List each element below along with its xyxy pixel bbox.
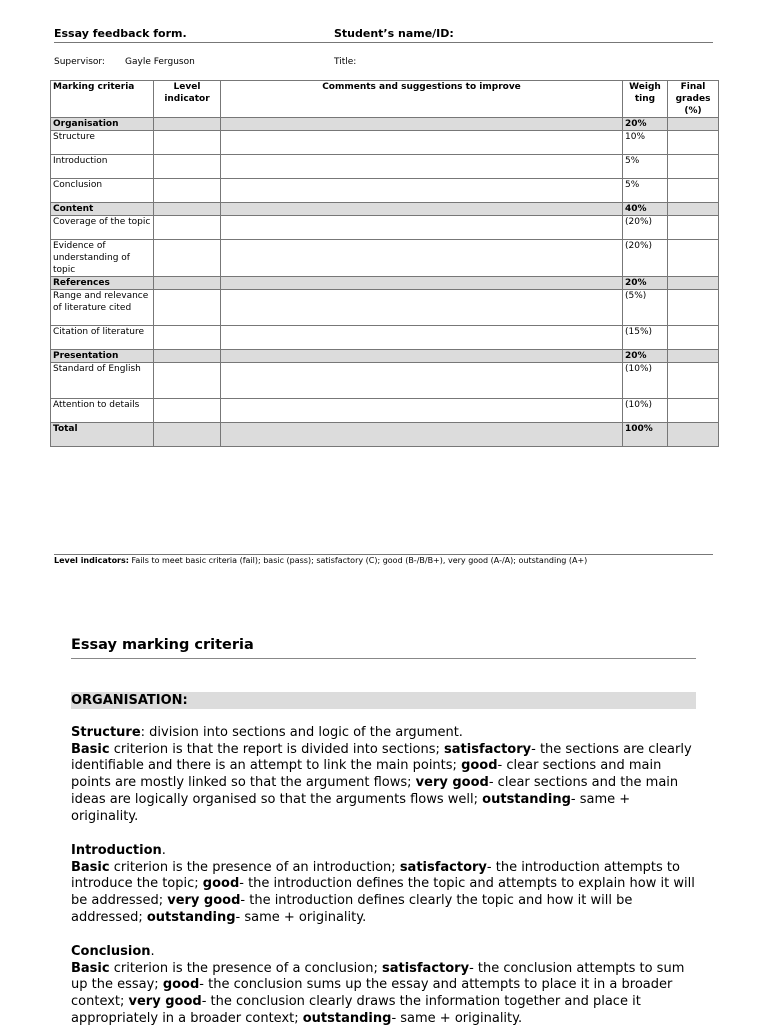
- criteria-cell: Organisation: [51, 118, 154, 131]
- criteria-cell: Content: [51, 203, 154, 216]
- comment-cell[interactable]: [221, 350, 623, 363]
- final-grade-cell[interactable]: [668, 277, 719, 290]
- final-grade-cell[interactable]: [668, 203, 719, 216]
- section-row: [51, 118, 719, 131]
- section-row: [51, 350, 719, 363]
- weighting-cell: (20%): [623, 240, 668, 277]
- comment-cell[interactable]: [221, 399, 623, 423]
- introduction-criterion: Introduction. Basic criterion is the presence of an introduction; satisfactory- the introduction attempts to introduce the topic; good- the introduction defines the topic and attempts to explain how it will be addressed; very good- the introduction defines clearly the topic and how it will be addressed; outstanding- same + originality.: [71, 843, 695, 925]
- final-grade-cell[interactable]: [668, 131, 719, 155]
- table-header-row: [51, 81, 719, 118]
- section-row: [51, 277, 719, 290]
- weighting-cell: 5%: [623, 179, 668, 203]
- level-indicators: [54, 554, 713, 565]
- final-grade-cell[interactable]: [668, 240, 719, 277]
- weighting-cell: (5%): [623, 290, 668, 326]
- criteria-row: [51, 155, 719, 179]
- criteria-header: Marking criteria: [51, 81, 154, 118]
- level-cell[interactable]: [154, 216, 221, 240]
- level-indicators-text: Fails to meet basic criteria (fail); basic (pass); satisfactory (C); good (B-/B/B+), very good (A-/A); outstanding (A+): [131, 556, 588, 565]
- weighting-cell: 40%: [623, 203, 668, 216]
- final-grade-cell[interactable]: [668, 350, 719, 363]
- total-row: [51, 423, 719, 447]
- criteria-row: [51, 326, 719, 350]
- structure-criterion: Structure: division into sections and logic of the argument. Basic criterion is that the report is divided into sections; satisfactory- the sections are clearly identifiable and there is an attempt to link the main points; good- clear sections and main points are mostly linked so that the argument flows; very good- clear sections and the main ideas are logically organised so that the arguments flows well; outstanding- same + originality.: [71, 725, 692, 824]
- comment-cell[interactable]: [221, 131, 623, 155]
- level-cell[interactable]: [154, 131, 221, 155]
- comment-cell[interactable]: [221, 277, 623, 290]
- comment-cell[interactable]: [221, 423, 623, 447]
- comment-cell[interactable]: [221, 363, 623, 399]
- criteria-cell: Structure: [51, 131, 154, 155]
- criteria-cell: Citation of literature: [51, 326, 154, 350]
- level-cell[interactable]: [154, 240, 221, 277]
- weighting-cell: (15%): [623, 326, 668, 350]
- criteria-row: [51, 399, 719, 423]
- final-grade-cell[interactable]: [668, 423, 719, 447]
- criteria-cell: Introduction: [51, 155, 154, 179]
- level-cell[interactable]: [154, 203, 221, 216]
- final-grade-cell[interactable]: [668, 290, 719, 326]
- final-grade-cell[interactable]: [668, 399, 719, 423]
- comment-cell[interactable]: [221, 326, 623, 350]
- criteria-cell: Evidence of understanding of topic: [51, 240, 154, 277]
- weighting-cell: (10%): [623, 363, 668, 399]
- level-cell[interactable]: [154, 326, 221, 350]
- weighting-cell: 20%: [623, 118, 668, 131]
- criteria-cell: Attention to details: [51, 399, 154, 423]
- criteria-row: [51, 363, 719, 399]
- form-header: [54, 27, 713, 43]
- level-cell[interactable]: [154, 118, 221, 131]
- criteria-cell: Standard of English: [51, 363, 154, 399]
- level-cell[interactable]: [154, 363, 221, 399]
- weighting-cell: 10%: [623, 131, 668, 155]
- criteria-cell: Presentation: [51, 350, 154, 363]
- comment-cell[interactable]: [221, 179, 623, 203]
- comment-cell[interactable]: [221, 155, 623, 179]
- final-grade-cell[interactable]: [668, 326, 719, 350]
- comment-cell[interactable]: [221, 118, 623, 131]
- final-grade-cell[interactable]: [668, 363, 719, 399]
- final-grade-cell[interactable]: [668, 216, 719, 240]
- level-cell[interactable]: [154, 290, 221, 326]
- weighting-cell: (20%): [623, 216, 668, 240]
- criteria-cell: Coverage of the topic: [51, 216, 154, 240]
- weighting-cell: 100%: [623, 423, 668, 447]
- feedback-table: [50, 80, 719, 447]
- comment-cell[interactable]: [221, 216, 623, 240]
- weighting-cell: 20%: [623, 350, 668, 363]
- level-indicators-label: Level indicators:: [54, 556, 129, 565]
- weighting-cell: 20%: [623, 277, 668, 290]
- weighting-header: Weigh ting: [623, 81, 668, 118]
- student-name-label: Student’s name/ID:: [334, 27, 454, 40]
- criteria-cell: Range and relevance of literature cited: [51, 290, 154, 326]
- title-label: Title:: [334, 57, 357, 67]
- weighting-cell: (10%): [623, 399, 668, 423]
- criteria-cell: References: [51, 277, 154, 290]
- supervisor-label: Supervisor:: [54, 57, 105, 67]
- criteria-row: [51, 131, 719, 155]
- level-cell[interactable]: [154, 399, 221, 423]
- level-cell[interactable]: [154, 179, 221, 203]
- section-row: [51, 203, 719, 216]
- criteria-cell: Conclusion: [51, 179, 154, 203]
- level-header: Level indicator: [154, 81, 221, 118]
- criteria-row: [51, 240, 719, 277]
- marking-criteria-title: Essay marking criteria: [71, 637, 696, 659]
- final-grade-cell[interactable]: [668, 179, 719, 203]
- level-cell[interactable]: [154, 350, 221, 363]
- level-cell[interactable]: [154, 277, 221, 290]
- criteria-row: [51, 179, 719, 203]
- form-title: Essay feedback form.: [54, 27, 187, 40]
- comment-cell[interactable]: [221, 203, 623, 216]
- level-cell[interactable]: [154, 155, 221, 179]
- final-grade-cell[interactable]: [668, 118, 719, 131]
- organisation-heading: ORGANISATION:: [71, 692, 696, 709]
- weighting-cell: 5%: [623, 155, 668, 179]
- conclusion-criterion: Conclusion. Basic criterion is the presence of a conclusion; satisfactory- the conclusion attempts to sum up the essay; good- the conclusion sums up the essay and attempts to place it in a broader context; very good- the conclusion clearly draws the information together and place it appropriately in a broader context; outstanding- same + originality.: [71, 944, 685, 1026]
- comments-header: Comments and suggestions to improve: [221, 81, 623, 118]
- final-grade-header: Final grades (%): [668, 81, 719, 118]
- supervisor-name: Gayle Ferguson: [125, 57, 195, 67]
- criteria-row: [51, 290, 719, 326]
- criteria-cell: Total: [51, 423, 154, 447]
- comment-cell[interactable]: [221, 240, 623, 277]
- criteria-row: [51, 216, 719, 240]
- comment-cell[interactable]: [221, 290, 623, 326]
- final-grade-cell[interactable]: [668, 155, 719, 179]
- level-cell[interactable]: [154, 423, 221, 447]
